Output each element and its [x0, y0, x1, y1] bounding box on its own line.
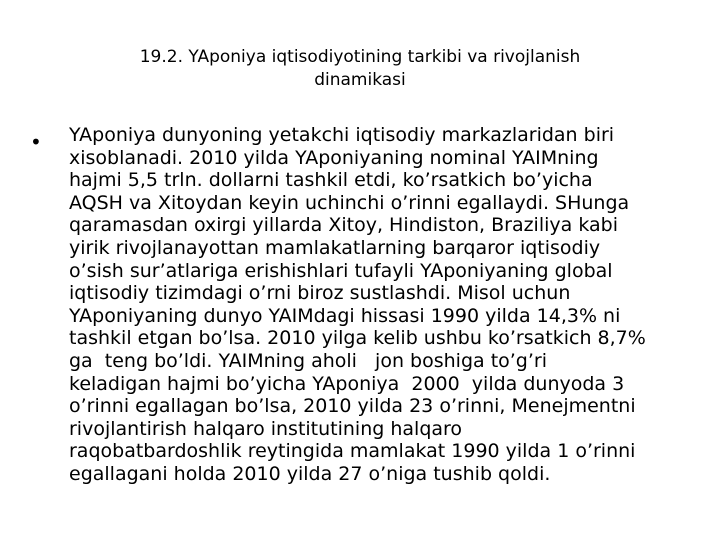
body-line: egallagani holda 2010 yilda 27 o’niga tushib qoldi. — [69, 462, 551, 485]
body-line: qaramasdan oxirgi yillarda Xitoy, Hindiston, Braziliya kabi — [69, 214, 618, 237]
body-line: yirik rivojlanayottan mamlakatlarning barqaror iqtisodiy — [69, 236, 601, 259]
body-line: o’rinni egallagan bo’lsa, 2010 yilda 23 o’rinni, Menejmentni — [69, 395, 636, 418]
body-line: raqobatbardoshlik reytingida mamlakat 1990 yilda 1 o’rinni — [69, 440, 636, 463]
body-line: tashkil etgan bo’lsa. 2010 yilga kelib ushbu ko’rsatkich 8,7% — [69, 327, 646, 350]
body-line: rivojlantirish halqaro institutining halqaro — [69, 417, 463, 440]
body-line: iqtisodiy tizimdagi o’rni biroz sustlashdi. Misol uchun — [69, 282, 571, 305]
slide-title — [60, 46, 660, 92]
body-line: AQSH va Xitoydan keyin uchinchi o’rinni egallaydi. SHunga — [69, 191, 630, 214]
body-line: xisoblanadi. 2010 yilda YAponiyaning nominal YAIMning — [69, 146, 599, 169]
slide-title-line-2: dinamikasi — [314, 70, 406, 90]
body-line: YAponiya dunyoning yetakchi iqtisodiy markazlaridan biri — [69, 124, 615, 146]
body-line: keladigan hajmi bo’yicha YAponiya 2000 yilda dunyoda 3 — [69, 372, 625, 395]
body-line: YAponiyaning dunyo YAIMdagi hissasi 1990 yilda 14,3% ni — [69, 304, 621, 327]
slide-body-paragraph — [69, 124, 699, 486]
body-line: ga teng bo’ldi. YAIMning aholi jon boshiga to’g’ri — [69, 349, 547, 372]
body-line: o’sish sur’atlariga erishishlari tufayli YAponiyaning global — [69, 259, 613, 282]
body-line: hajmi 5,5 trln. dollarni tashkil etdi, ko’rsatkich bo’yicha — [69, 169, 593, 192]
bullet-icon: • — [30, 130, 42, 154]
slide-title-line-1: 19.2. YAponiya iqtisodiyotining tarkibi va rivojlanish — [139, 47, 581, 67]
